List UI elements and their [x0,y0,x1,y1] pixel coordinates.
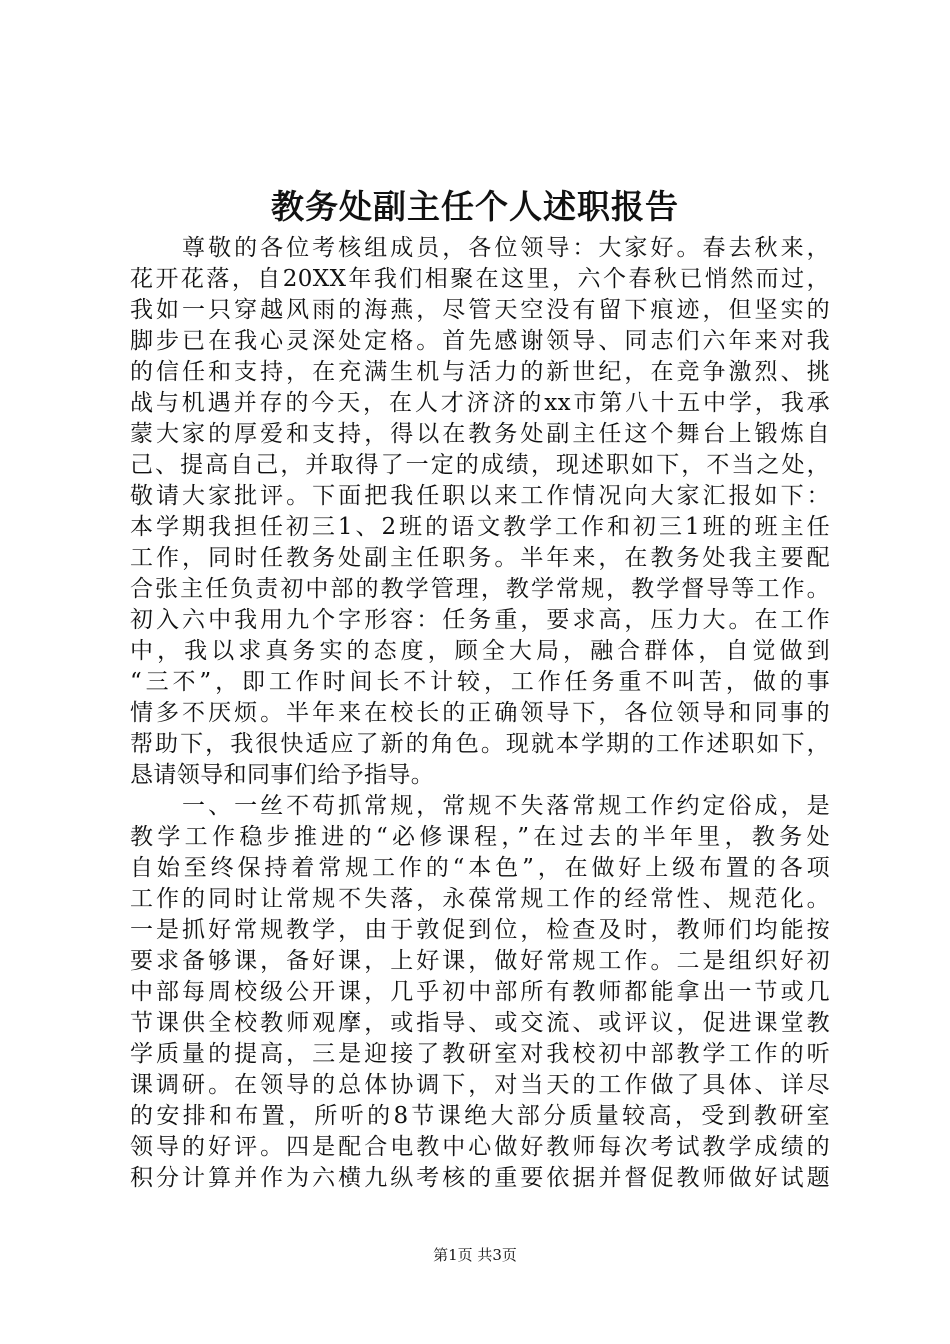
body-line: 学质量的提高，三是迎接了教研室对我校初中部教学工作的听 [130,1041,830,1067]
body-line: 己、提高自己，并取得了一定的成绩，现述职如下，不当之处， [130,452,830,478]
body-line: 积分计算并作为六横九纵考核的重要依据并督促教师做好试题 [130,1165,830,1191]
body-line: 恳请领导和同事们给予指导。 [130,762,435,788]
body-line: 要求备够课，备好课，上好课，做好常规工作。二是组织好初 [130,948,830,974]
body-line: 战与机遇并存的今天，在人才济济的xx市第八十五中学，我承 [130,390,830,416]
document-title: 教务处副主任个人述职报告 [271,187,679,226]
body-line: 自始至终保持着常规工作的“本色”，在做好上级布置的各项 [130,855,830,881]
body-line: 一是抓好常规教学，由于敦促到位，检查及时，教师们均能按 [130,917,830,943]
body-line: “三不”，即工作时间长不计较，工作任务重不叫苦，做的事 [130,669,830,695]
body-line: 中部每周校级公开课，几乎初中部所有教师都能拿出一节或几 [130,979,830,1005]
page-footer: 第1页 共3页 [433,1246,517,1264]
body-line: 我如一只穿越风雨的海燕，尽管天空没有留下痕迹，但坚实的 [130,297,830,323]
body-line: 本学期我担任初三1、2班的语文教学工作和初三1班的班主任 [130,514,830,540]
body-line: 情多不厌烦。半年来在校长的正确领导下，各位领导和同事的 [130,700,830,726]
body-line: 的信任和支持，在充满生机与活力的新世纪，在竞争激烈、挑 [130,359,830,385]
body-line: 合张主任负责初中部的教学管理，教学常规，教学督导等工作。 [130,576,830,602]
body-line: 领导的好评。四是配合电教中心做好教师每次考试教学成绩的 [130,1134,830,1160]
body-line: 尊敬的各位考核组成员，各位领导：大家好。春去秋来， [130,235,830,261]
body-line: 工作的同时让常规不失落，永葆常规工作的经常性、规范化。 [130,886,830,912]
body-line: 花开花落，自20XX年我们相聚在这里，六个春秋已悄然而过， [130,266,830,292]
body-line: 敬请大家批评。下面把我任职以来工作情况向大家汇报如下： [130,483,830,509]
body-line: 初入六中我用九个字形容：任务重，要求高，压力大。在工作 [130,607,830,633]
body-line: 工作，同时任教务处副主任职务。半年来，在教务处我主要配 [130,545,830,571]
body-line: 脚步已在我心灵深处定格。首先感谢领导、同志们六年来对我 [130,328,830,354]
body-line: 节课供全校教师观摩，或指导、或交流、或评议，促进课堂教 [130,1010,830,1036]
body-line: 帮助下，我很快适应了新的角色。现就本学期的工作述职如下， [130,731,830,757]
body-line: 一、一丝不苟抓常规，常规不失落常规工作约定俗成，是 [130,793,830,819]
body-line: 课调研。在领导的总体协调下，对当天的工作做了具体、详尽 [130,1072,830,1098]
body-line: 蒙大家的厚爱和支持，得以在教务处副主任这个舞台上锻炼自 [130,421,830,447]
document-body [130,233,830,1194]
body-line: 的安排和布置，所听的8节课绝大部分质量较高，受到教研室 [130,1103,830,1129]
body-line: 教学工作稳步推进的“必修课程，”在过去的半年里，教务处 [130,824,830,850]
body-line: 中，我以求真务实的态度，顾全大局，融合群体，自觉做到 [130,638,830,664]
